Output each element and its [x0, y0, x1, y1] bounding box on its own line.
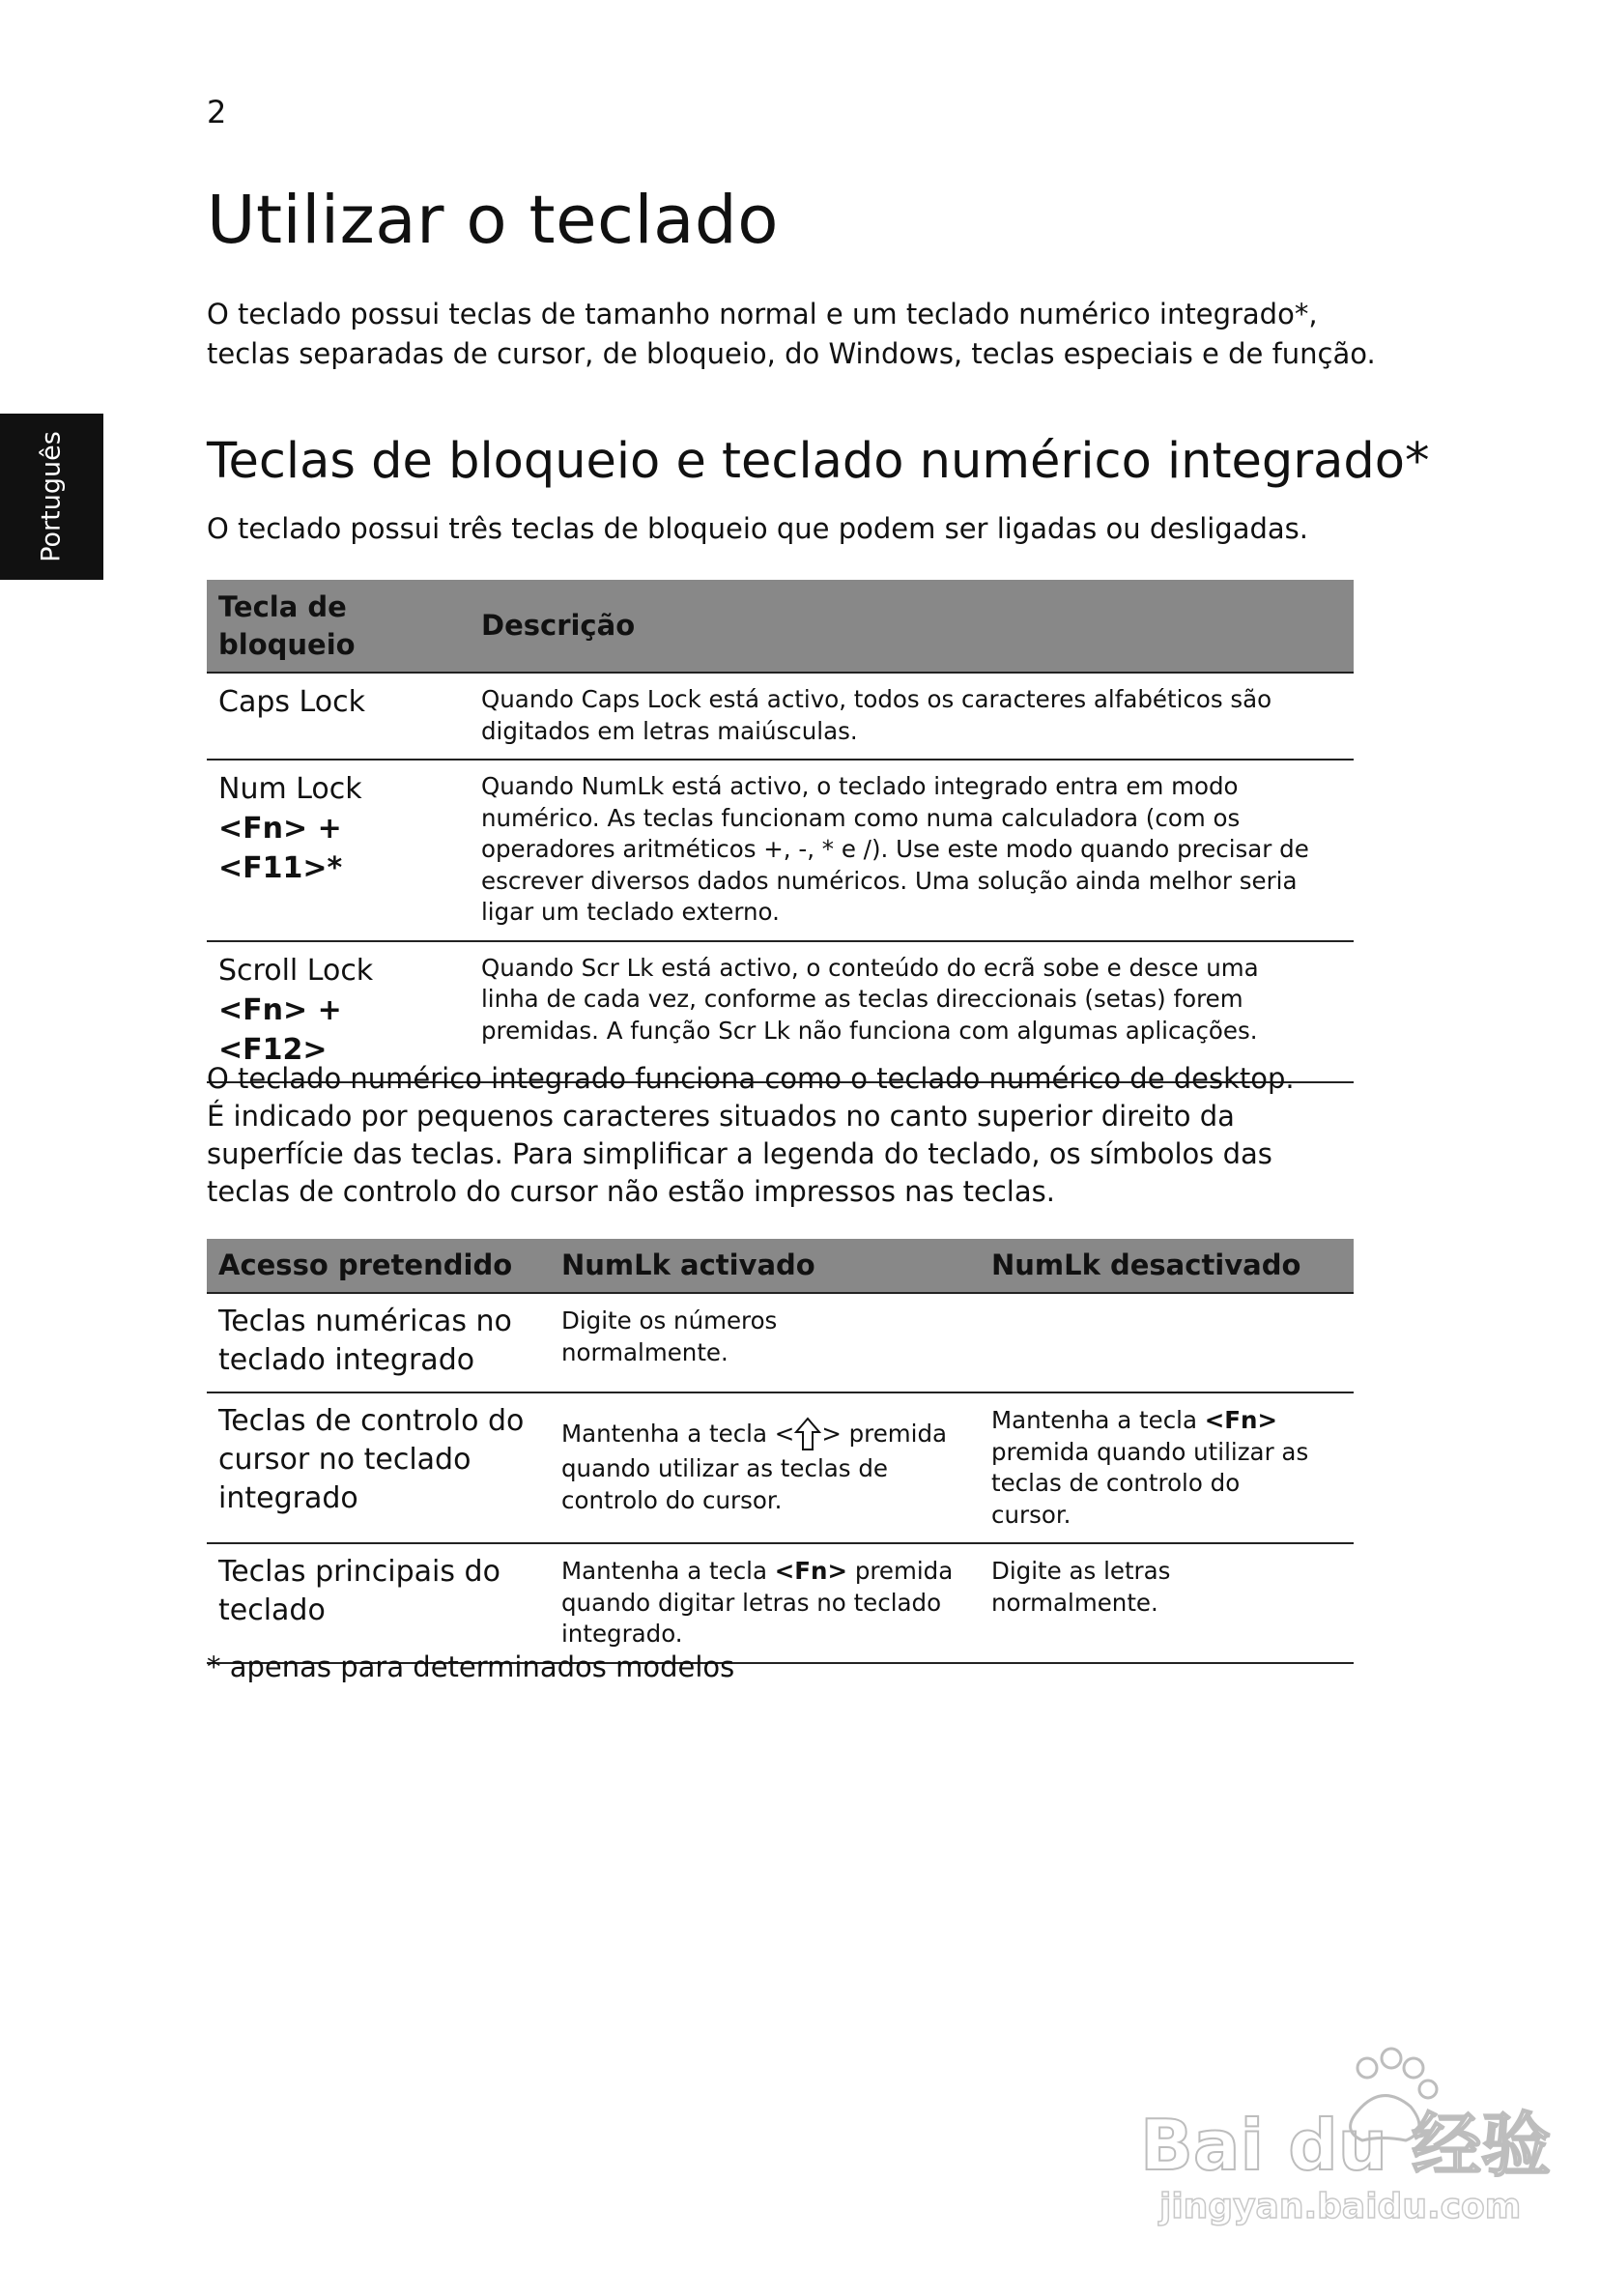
description-cell	[470, 673, 1354, 760]
page-number: 2	[207, 94, 227, 130]
cell-text: Mantenha a tecla <	[561, 1420, 795, 1448]
numlk-off-cell	[980, 1293, 1354, 1392]
paragraph-line: teclas de controlo do cursor não estão impressos nas teclas.	[207, 1175, 1055, 1208]
access-cell	[207, 1543, 550, 1663]
cell-line: cursor.	[991, 1500, 1071, 1529]
numlk-off-cell	[980, 1392, 1354, 1543]
lock-keys-table	[207, 580, 1354, 1083]
numlk-on-cell	[550, 1543, 980, 1663]
cell-line: premida quando utilizar as	[991, 1437, 1309, 1466]
svg-text:jingyan.baidu.com: jingyan.baidu.com	[1159, 2187, 1522, 2226]
cell-line: normalmente.	[561, 1337, 729, 1366]
table-row	[207, 673, 1354, 760]
cell-text: Mantenha a tecla	[561, 1557, 775, 1585]
numeric-keypad-paragraph	[207, 1060, 1405, 1211]
table-header-cell: NumLk desactivado	[980, 1239, 1354, 1293]
cell-line: Digite os números	[561, 1306, 778, 1335]
table-header-cell: NumLk activado	[550, 1239, 980, 1293]
key-combo: <Fn> + <F12>	[218, 992, 342, 1067]
access-line: cursor no teclado	[218, 1443, 471, 1477]
table-row	[207, 1392, 1354, 1543]
key-cell	[207, 760, 470, 941]
cell-line	[991, 1405, 1342, 1437]
access-line: Teclas de controlo do	[218, 1404, 525, 1438]
cell-line: teclas de controlo do	[991, 1469, 1241, 1497]
key-name: Scroll Lock	[218, 953, 374, 988]
section-lead: O teclado possui três teclas de bloqueio que podem ser ligadas ou desligadas.	[207, 512, 1308, 545]
cell-line: integrado.	[561, 1620, 683, 1648]
description-line: Quando Caps Lock está activo, todos os caracteres alfabéticos são	[481, 685, 1272, 713]
description-line: operadores aritméticos +, -, * e /). Use este modo quando precisar de	[481, 835, 1309, 863]
language-side-tab	[0, 414, 103, 580]
access-cell	[207, 1392, 550, 1543]
table-header-cell	[207, 580, 470, 673]
key-name: Caps Lock	[218, 685, 365, 719]
access-line: teclado	[218, 1593, 326, 1627]
cell-line: Digite as letras	[991, 1557, 1171, 1585]
description-line: premidas. A função Scr Lk não funciona com algumas aplicações.	[481, 1016, 1258, 1045]
description-line: ligar um teclado externo.	[481, 898, 780, 926]
side-tab-label: Português	[36, 431, 67, 562]
paragraph-line: O teclado numérico integrado funciona como o teclado numérico de desktop.	[207, 1062, 1295, 1095]
cell-line: normalmente.	[991, 1588, 1158, 1617]
access-line: teclado integrado	[218, 1343, 475, 1377]
table-header-row	[207, 580, 1354, 673]
footnote: * apenas para determinados modelos	[207, 1650, 735, 1683]
description-line: Quando Scr Lk está activo, o conteúdo do ecrã sobe e desce uma	[481, 953, 1259, 982]
table-header-row	[207, 1239, 1354, 1293]
cell-text: Mantenha a tecla	[991, 1406, 1205, 1434]
intro-line: teclas separadas de cursor, de bloqueio, do Windows, teclas especiais e de função.	[207, 337, 1376, 370]
table-header-cell: Acesso pretendido	[207, 1239, 550, 1293]
description-line: linha de cada vez, conforme as teclas direccionais (setas) forem	[481, 985, 1243, 1013]
shift-arrow-icon	[794, 1417, 821, 1451]
paragraph-line: superfície das teclas. Para simplificar a legenda do teclado, os símbolos das	[207, 1137, 1272, 1170]
cell-line: quando digitar letras no teclado	[561, 1588, 942, 1617]
table-row	[207, 760, 1354, 941]
cell-line	[561, 1556, 968, 1588]
header-label: Descrição	[481, 609, 636, 642]
key-combo: <Fn> + <F11>*	[218, 812, 343, 885]
numlk-on-cell	[550, 1392, 980, 1543]
numlk-off-cell	[980, 1543, 1354, 1663]
intro-line: O teclado possui teclas de tamanho normal e um teclado numérico integrado*,	[207, 298, 1318, 330]
section-title: Teclas de bloqueio e teclado numérico integrado*	[207, 433, 1430, 490]
description-line: digitados em letras maiúsculas.	[481, 716, 858, 745]
description-line: escrever diversos dados numéricos. Uma solução ainda melhor seria	[481, 866, 1298, 895]
access-table	[207, 1239, 1354, 1664]
key-cell	[207, 673, 470, 760]
svg-text:Bai du 经验: Bai du 经验	[1140, 2105, 1552, 2186]
numlk-on-cell	[550, 1293, 980, 1392]
cell-line: controlo do cursor.	[561, 1485, 783, 1514]
access-line: integrado	[218, 1481, 358, 1515]
table-row	[207, 1543, 1354, 1663]
cell-line: quando utilizar as teclas de	[561, 1454, 888, 1482]
table-row	[207, 1293, 1354, 1392]
header-label: Tecla de bloqueio	[218, 589, 356, 661]
intro-paragraph	[207, 295, 1405, 374]
fn-key-label: <Fn>	[1204, 1406, 1278, 1434]
description-cell	[470, 760, 1354, 941]
key-name: Num Lock	[218, 772, 362, 806]
access-line: Teclas numéricas no	[218, 1305, 512, 1338]
description-line: Quando NumLk está activo, o teclado integrado entra em modo	[481, 772, 1239, 800]
baidu-watermark-logo	[1121, 2039, 1552, 2232]
access-line: Teclas principais do	[218, 1555, 500, 1589]
table-header-cell	[470, 580, 1354, 673]
fn-key-label: <Fn>	[774, 1557, 848, 1585]
page-title: Utilizar o teclado	[207, 182, 779, 259]
cell-text: > premida	[821, 1420, 948, 1448]
paragraph-line: É indicado por pequenos caracteres situados no canto superior direito da	[207, 1100, 1235, 1133]
access-cell	[207, 1293, 550, 1392]
cell-text: premida	[847, 1557, 954, 1585]
description-line: numérico. As teclas funcionam como numa calculadora (com os	[481, 803, 1241, 832]
cell-line-with-icon	[561, 1415, 968, 1453]
